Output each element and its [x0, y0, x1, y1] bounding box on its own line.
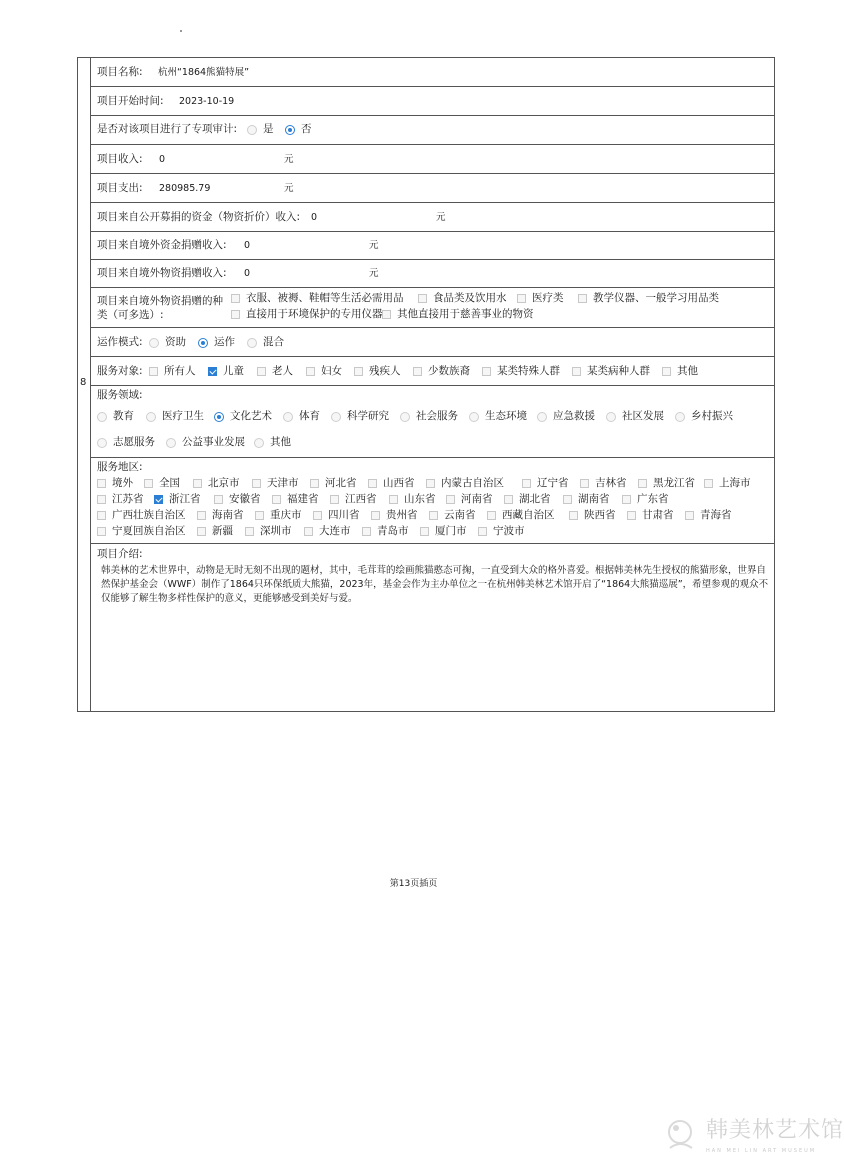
- region-anhui[interactable]: 安徽省: [214, 493, 261, 506]
- checkbox-icon: [255, 511, 264, 520]
- region-inner-mongolia[interactable]: 内蒙古自治区: [426, 477, 504, 490]
- goods-type-other-charity[interactable]: 其他直接用于慈善事业的物资: [382, 308, 534, 321]
- target-women[interactable]: 妇女: [306, 365, 342, 378]
- row-expense: [91, 174, 774, 203]
- checkbox-icon: [482, 367, 491, 376]
- field-sports[interactable]: 体育: [283, 410, 320, 423]
- checkbox-icon: [310, 479, 319, 488]
- checkbox-icon: [389, 495, 398, 504]
- checkbox-icon: [572, 367, 581, 376]
- checkbox-icon: [517, 294, 526, 303]
- checkbox-icon: [144, 479, 153, 488]
- page-footer: 第13页插页: [389, 879, 438, 889]
- region-liaoning[interactable]: 辽宁省: [522, 477, 569, 490]
- goods-types-label-line2: 类（可多选）:: [97, 309, 164, 321]
- row-goods-types: [91, 288, 774, 328]
- radio-icon: [606, 412, 616, 422]
- region-yunnan[interactable]: 云南省: [429, 509, 476, 522]
- start-time-value: 2023-10-19: [179, 96, 235, 107]
- checkbox-icon: [330, 495, 339, 504]
- start-time-label: 项目开始时间:: [97, 95, 164, 107]
- region-chongqing[interactable]: 重庆市: [255, 509, 302, 522]
- radio-icon: [675, 412, 685, 422]
- target-disabled[interactable]: 残疾人: [354, 365, 401, 378]
- radio-icon: [283, 412, 293, 422]
- checkbox-icon: [418, 294, 427, 303]
- operation-mode-label: 运作模式:: [97, 336, 143, 348]
- field-other[interactable]: 其他: [254, 436, 291, 449]
- row-introduction: [91, 544, 774, 711]
- radio-icon: [166, 438, 176, 448]
- target-other[interactable]: 其他: [662, 365, 698, 378]
- checkbox-icon: [685, 511, 694, 520]
- region-qingdao[interactable]: 青岛市: [362, 525, 409, 538]
- public-funds-value: 0: [311, 212, 318, 223]
- region-fujian[interactable]: 福建省: [272, 493, 319, 506]
- row-start-time: [91, 87, 774, 116]
- foreign-goods-label: 项目来自境外物资捐赠收入:: [97, 267, 227, 279]
- row-service-target: [91, 357, 774, 386]
- region-jilin[interactable]: 吉林省: [580, 477, 627, 490]
- checkbox-icon: [569, 511, 578, 520]
- region-ningbo[interactable]: 宁波市: [478, 525, 525, 538]
- checkbox-icon: [478, 527, 487, 536]
- checkbox-icon: [149, 367, 158, 376]
- field-healthcare[interactable]: 医疗卫生: [146, 410, 204, 423]
- checkbox-icon: [197, 527, 206, 536]
- row-project-name: [91, 58, 774, 87]
- goods-type-medical[interactable]: 医疗类: [517, 292, 564, 305]
- checkbox-icon: [426, 479, 435, 488]
- region-jiangxi[interactable]: 江西省: [330, 493, 377, 506]
- project-name-value: 杭州“1864熊猫特展”: [158, 67, 250, 78]
- checkbox-icon: [252, 479, 261, 488]
- target-all[interactable]: 所有人: [149, 365, 196, 378]
- region-guangdong[interactable]: 广东省: [622, 493, 669, 506]
- service-region-label: 服务地区:: [97, 461, 143, 473]
- museum-watermark-text: 韩美林艺术馆: [706, 1118, 844, 1143]
- audit-label: 是否对该项目进行了专项审计:: [97, 123, 238, 135]
- region-gansu[interactable]: 甘肃省: [627, 509, 674, 522]
- target-minorities[interactable]: 少数族裔: [413, 365, 470, 378]
- field-rural[interactable]: 乡村振兴: [675, 410, 733, 423]
- checkbox-icon: [257, 367, 266, 376]
- foreign-funds-value: 0: [244, 240, 251, 251]
- region-hubei[interactable]: 湖北省: [504, 493, 551, 506]
- checkbox-icon: [420, 527, 429, 536]
- region-qinghai[interactable]: 青海省: [685, 509, 732, 522]
- expense-label: 项目支出:: [97, 182, 143, 194]
- row-income: [91, 145, 774, 174]
- row-number-column: [78, 58, 91, 711]
- checkbox-icon: [214, 495, 223, 504]
- region-ningxia[interactable]: 宁夏回族自治区: [97, 525, 186, 538]
- field-volunteer[interactable]: 志愿服务: [97, 436, 155, 449]
- introduction-text: 韩美林的艺术世界中，动物是无时无刻不出现的题材，其中，毛茸茸的绘画熊猫憨态可掬，一直受到大众的格外喜爱。根据韩美林先生授权的熊猫形象，世界自然保护基金会（WWF）制作了1864只环保纸质大熊猫，2023年，基金会作为主办单位之一在杭州韩美林艺术馆开启了“1864大熊猫巡展”，希望参观的观众不仅能够了解生物多样性保护的意义，更能够感受到美好与爱。: [101, 565, 769, 604]
- region-hebei[interactable]: 河北省: [310, 477, 357, 490]
- checkbox-icon: [193, 479, 202, 488]
- region-guizhou[interactable]: 贵州省: [371, 509, 418, 522]
- checkbox-icon: [578, 294, 587, 303]
- field-social-service[interactable]: 社会服务: [400, 410, 458, 423]
- region-henan[interactable]: 河南省: [446, 493, 493, 506]
- checkbox-icon: [487, 511, 496, 520]
- checkbox-icon: [522, 479, 531, 488]
- checkbox-icon: [354, 367, 363, 376]
- expense-unit: 元: [284, 183, 294, 194]
- region-beijing[interactable]: 北京市: [193, 477, 240, 490]
- region-tibet[interactable]: 西藏自治区: [487, 509, 555, 522]
- field-emergency[interactable]: 应急救援: [537, 410, 595, 423]
- checkbox-icon: [197, 511, 206, 520]
- target-disease-group[interactable]: 某类病种人群: [572, 365, 650, 378]
- radio-selected-icon: [198, 338, 208, 348]
- operation-option-funding[interactable]: 资助: [149, 336, 186, 349]
- radio-icon: [400, 412, 410, 422]
- field-education[interactable]: 教育: [97, 410, 134, 423]
- goods-type-teaching[interactable]: 教学仪器、一般学习用品类: [578, 292, 719, 305]
- region-overseas[interactable]: 境外: [97, 477, 133, 490]
- checkbox-icon: [563, 495, 572, 504]
- region-hainan[interactable]: 海南省: [197, 509, 244, 522]
- income-value: 0: [159, 154, 166, 165]
- row-operation-mode: [91, 328, 774, 357]
- checkbox-icon: [362, 527, 371, 536]
- region-xiamen[interactable]: 厦门市: [420, 525, 467, 538]
- row-number: 8: [80, 377, 87, 388]
- region-sichuan[interactable]: 四川省: [313, 509, 360, 522]
- income-unit: 元: [284, 154, 294, 165]
- radio-icon: [537, 412, 547, 422]
- checkbox-icon: [627, 511, 636, 520]
- checkbox-icon: [368, 479, 377, 488]
- region-shenzhen[interactable]: 深圳市: [245, 525, 292, 538]
- goods-type-food-water[interactable]: 食品类及饮用水: [418, 292, 507, 305]
- checkbox-icon: [662, 367, 671, 376]
- checkbox-icon: [622, 495, 631, 504]
- radio-icon: [149, 338, 159, 348]
- field-public-welfare[interactable]: 公益事业发展: [166, 436, 245, 449]
- checkbox-icon: [272, 495, 281, 504]
- row-public-funds: [91, 203, 774, 232]
- region-zhejiang[interactable]: 浙江省: [154, 493, 201, 506]
- service-field-label: 服务领域:: [97, 389, 143, 401]
- radio-icon: [146, 412, 156, 422]
- region-shanghai[interactable]: 上海市: [704, 477, 751, 490]
- radio-icon: [97, 412, 107, 422]
- income-label: 项目收入:: [97, 153, 143, 165]
- checkbox-icon: [638, 479, 647, 488]
- checkbox-icon: [382, 310, 391, 319]
- introduction-label: 项目介绍:: [97, 548, 143, 560]
- checkbox-icon: [231, 310, 240, 319]
- region-heilongjiang[interactable]: 黑龙江省: [638, 477, 695, 490]
- radio-icon: [469, 412, 479, 422]
- region-shanxi[interactable]: 山西省: [368, 477, 415, 490]
- checkbox-icon: [245, 527, 254, 536]
- region-jiangsu[interactable]: 江苏省: [97, 493, 144, 506]
- region-guangxi[interactable]: 广西壮族自治区: [97, 509, 186, 522]
- foreign-funds-label: 项目来自境外资金捐赠收入:: [97, 239, 227, 251]
- checkbox-icon: [97, 479, 106, 488]
- goods-type-environmental[interactable]: 直接用于环境保护的专用仪器: [231, 308, 383, 321]
- radio-icon: [254, 438, 264, 448]
- radio-icon: [331, 412, 341, 422]
- checkbox-icon: [446, 495, 455, 504]
- checkbox-icon: [580, 479, 589, 488]
- row-foreign-funds: [91, 232, 774, 260]
- scan-speck: [180, 30, 182, 32]
- checkbox-icon: [231, 294, 240, 303]
- expense-value: 280985.79: [159, 183, 211, 194]
- region-shaanxi[interactable]: 陕西省: [569, 509, 616, 522]
- region-shandong[interactable]: 山东省: [389, 493, 436, 506]
- audit-option-no[interactable]: 否: [285, 123, 312, 136]
- operation-option-operating[interactable]: 运作: [198, 336, 235, 349]
- field-culture-art[interactable]: 文化艺术: [214, 410, 272, 423]
- service-target-label: 服务对象:: [97, 365, 143, 377]
- project-form: [77, 57, 775, 712]
- field-community[interactable]: 社区发展: [606, 410, 664, 423]
- checkbox-icon: [97, 527, 106, 536]
- checkbox-icon: [371, 511, 380, 520]
- row-foreign-goods: [91, 260, 774, 288]
- target-special-group[interactable]: 某类特殊人群: [482, 365, 560, 378]
- foreign-funds-unit: 元: [369, 240, 379, 251]
- row-service-region: [91, 458, 774, 544]
- project-name-label: 项目名称:: [97, 66, 143, 78]
- region-hunan[interactable]: 湖南省: [563, 493, 610, 506]
- checkbox-icon: [97, 511, 106, 520]
- target-elderly[interactable]: 老人: [257, 365, 293, 378]
- radio-selected-icon: [214, 412, 224, 422]
- checkbox-icon: [97, 495, 106, 504]
- foreign-goods-unit: 元: [369, 268, 379, 279]
- public-funds-label: 项目来自公开募捐的资金（物资折价）收入:: [97, 211, 301, 223]
- radio-icon: [97, 438, 107, 448]
- public-funds-unit: 元: [436, 212, 446, 223]
- radio-icon: [247, 125, 257, 135]
- checkbox-icon: [429, 511, 438, 520]
- goods-type-daily-necessities[interactable]: 衣服、被褥、鞋帽等生活必需用品: [231, 292, 404, 305]
- region-national[interactable]: 全国: [144, 477, 180, 490]
- foreign-goods-value: 0: [244, 268, 251, 279]
- checkbox-icon: [304, 527, 313, 536]
- target-children[interactable]: 儿童: [208, 365, 244, 378]
- region-xinjiang[interactable]: 新疆: [197, 525, 233, 538]
- operation-option-mixed[interactable]: 混合: [247, 336, 284, 349]
- museum-watermark-subtext: HAN MEI LIN ART MUSEUM: [706, 1148, 817, 1154]
- checkbox-icon: [704, 479, 713, 488]
- row-audit: [91, 116, 774, 145]
- checkbox-icon: [413, 367, 422, 376]
- checkbox-icon: [313, 511, 322, 520]
- checkbox-icon: [306, 367, 315, 376]
- row-service-field: [91, 386, 774, 458]
- checkbox-icon: [504, 495, 513, 504]
- radio-selected-icon: [285, 125, 295, 135]
- audit-option-yes[interactable]: 是: [247, 123, 274, 136]
- form-rows: [91, 58, 774, 711]
- region-dalian[interactable]: 大连市: [304, 525, 351, 538]
- checkbox-checked-icon: [208, 367, 217, 376]
- goods-types-label-line1: 项目来自境外物资捐赠的种: [97, 295, 223, 307]
- region-tianjin[interactable]: 天津市: [252, 477, 299, 490]
- field-ecology[interactable]: 生态环境: [469, 410, 527, 423]
- checkbox-checked-icon: [154, 495, 163, 504]
- field-science[interactable]: 科学研究: [331, 410, 389, 423]
- radio-icon: [247, 338, 257, 348]
